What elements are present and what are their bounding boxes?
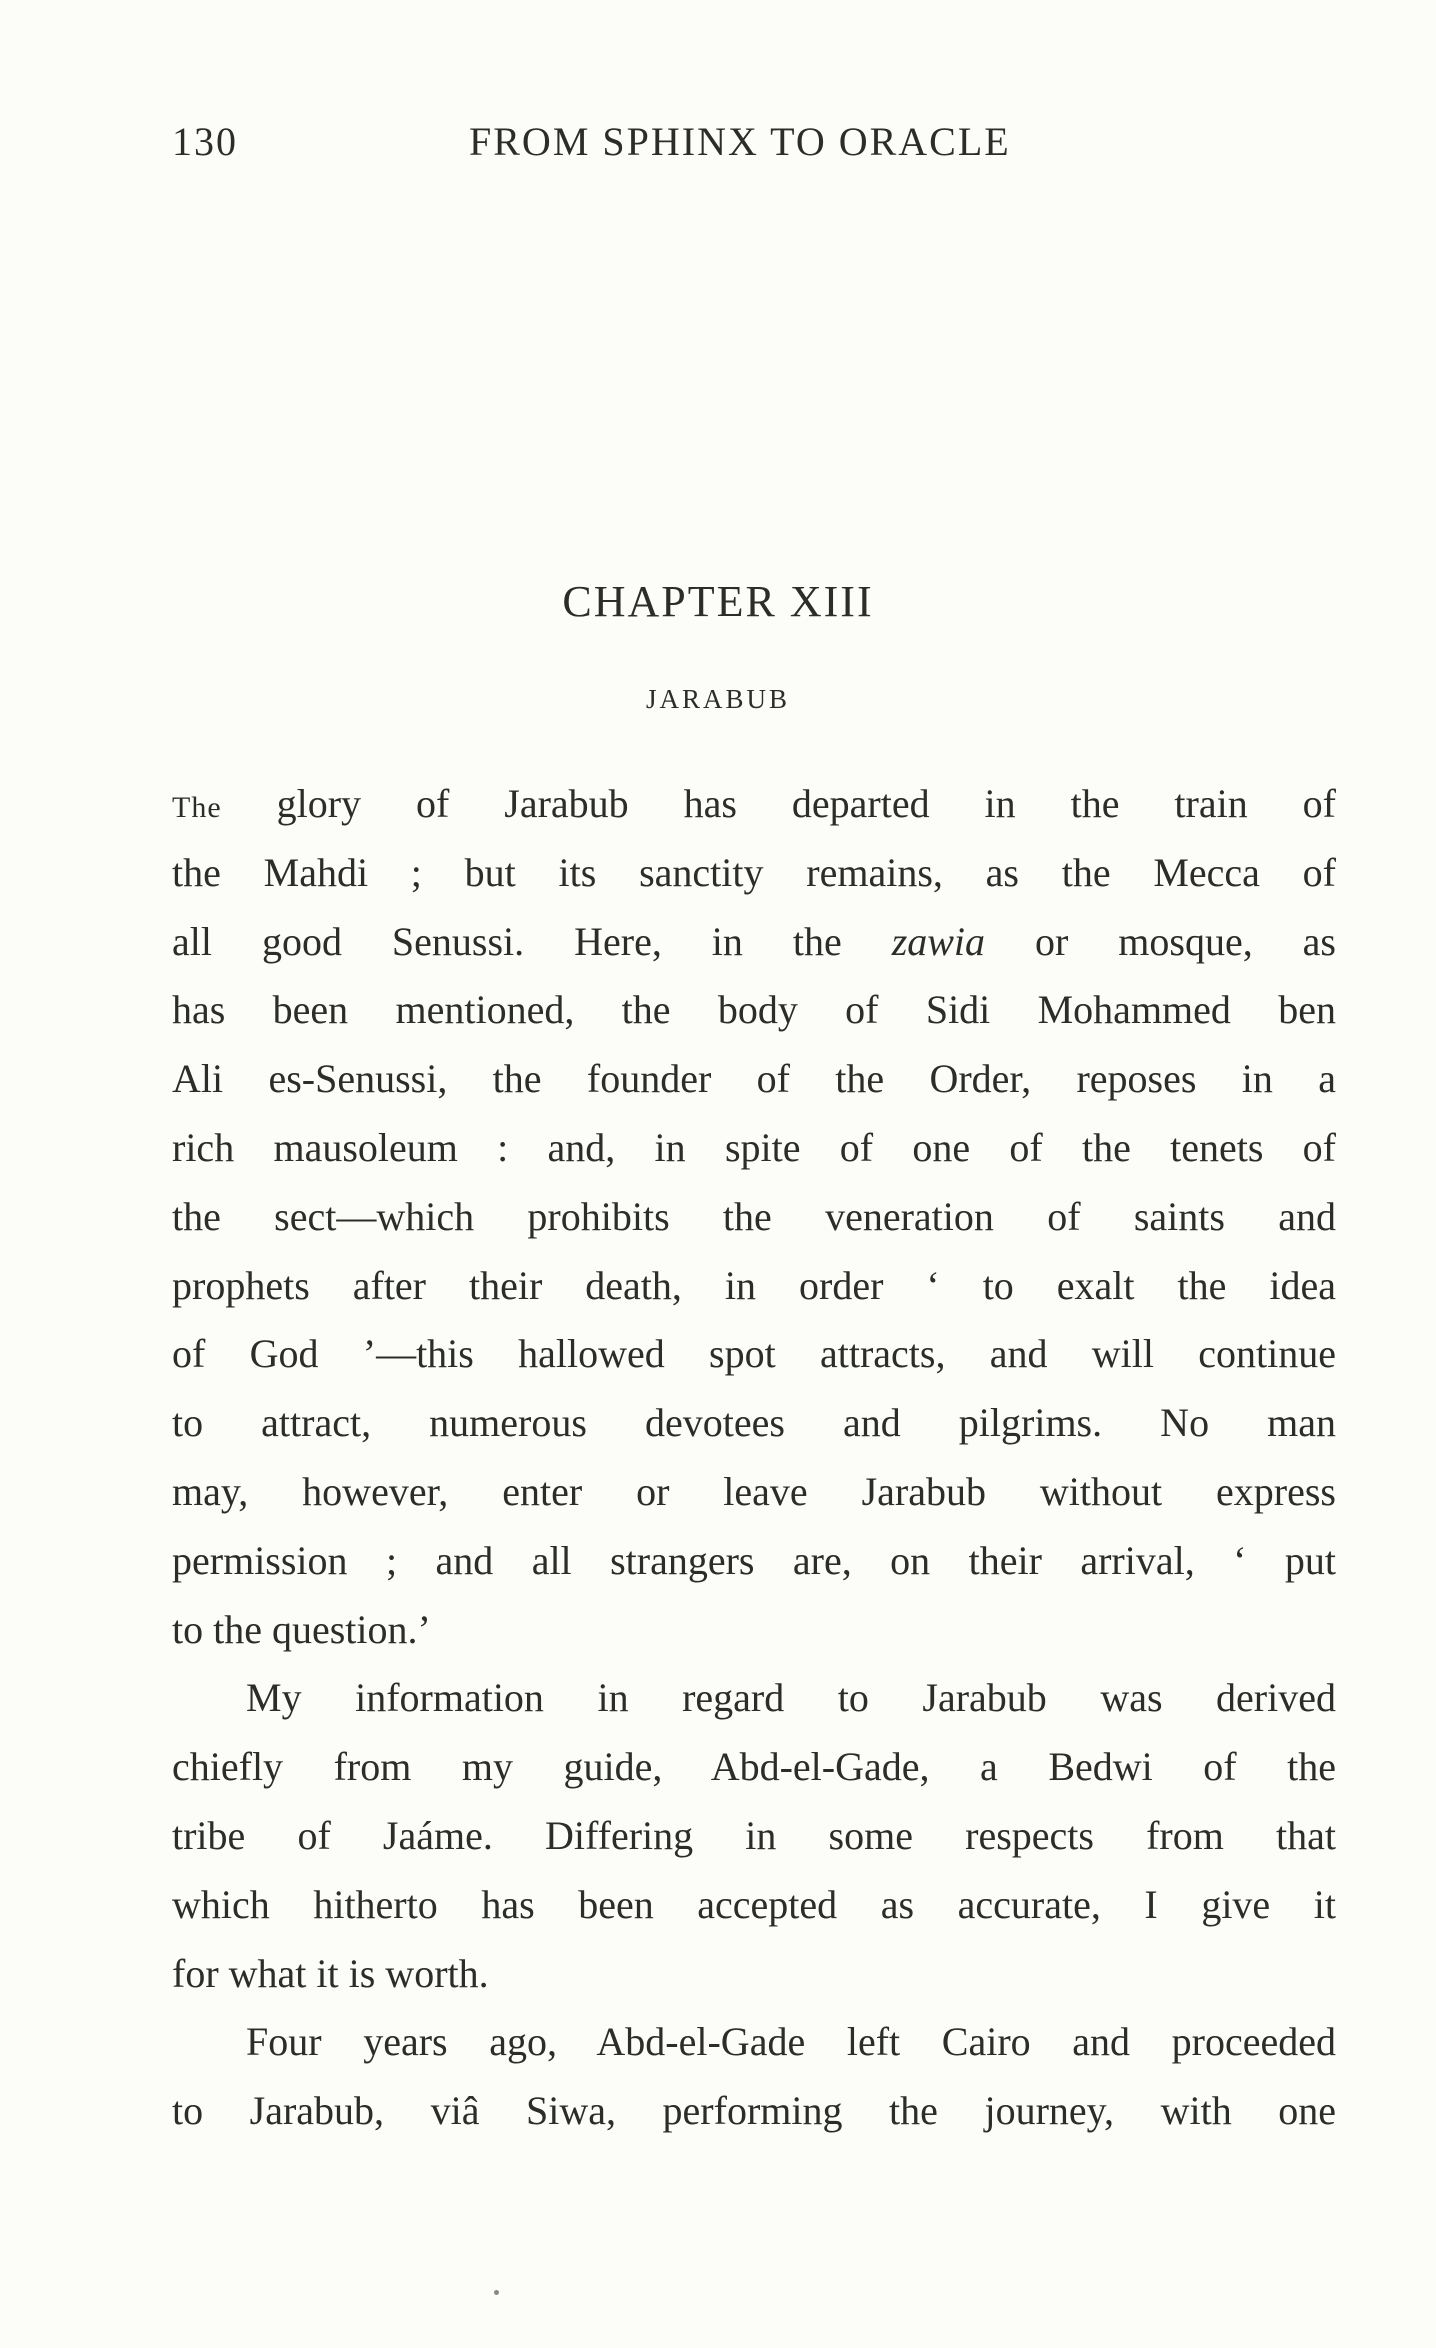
line-text: all good Senussi. Here, in the [172,918,892,964]
text-line [172,908,1336,977]
text-line: Four years ago, Abd-el-Gade left Cairo and proceeded [246,2019,1336,2065]
text-line: to the question.’ [172,1606,431,1652]
text-line: may, however, enter or leave Jarabub without express [172,1468,1336,1514]
running-head [172,118,1062,168]
text-line: My information in regard to Jarabub was derived [246,1675,1336,1721]
small-caps-lead: The [172,791,222,824]
text-line: the Mahdi ; but its sanctity remains, as the Mecca of [172,849,1336,895]
chapter-title: CHAPTER XIII [562,577,874,626]
text-line: to Jarabub, viâ Siwa, performing the journey, with one [172,2088,1336,2134]
text-line: rich mausoleum : and, in spite of one of the tenets of [172,1124,1336,1170]
text-line: chiefly from my guide, Abd-el-Gade, a Bedwi of the [172,1744,1336,1790]
text-line: has been mentioned, the body of Sidi Mohammed ben [172,987,1336,1033]
text-line: permission ; and all strangers are, on their arrival, ‘ put [172,1537,1336,1583]
text-line: which hitherto has been accepted as accurate, I give it [172,1881,1336,1927]
text-line: the sect—which prohibits the veneration of saints and [172,1193,1336,1239]
line-text: or mosque, as [985,918,1337,964]
text-line [172,770,1336,839]
text-line: for what it is worth. [172,1950,489,1996]
text-line: of God ’—this hallowed spot attracts, and will continue [172,1331,1336,1377]
text-line: prophets after their death, in order ‘ to exalt the idea [172,1262,1336,1308]
chapter-subtitle: JARABUB [645,684,791,714]
line-text: glory of Jarabub has departed in the train of [221,781,1336,826]
body-text [172,770,1336,2146]
text-line: to attract, numerous devotees and pilgrims. No man [172,1400,1336,1446]
text-line: Ali es-Senussi, the founder of the Order, reposes in a [172,1056,1336,1102]
text-line: tribe of Jaáme. Differing in some respects from that [172,1812,1336,1858]
italic-term: zawia [891,918,986,964]
running-title: FROM SPHINX TO ORACLE [469,119,1011,164]
page-number: 130 [172,119,238,164]
paper-speck [494,2290,499,2295]
